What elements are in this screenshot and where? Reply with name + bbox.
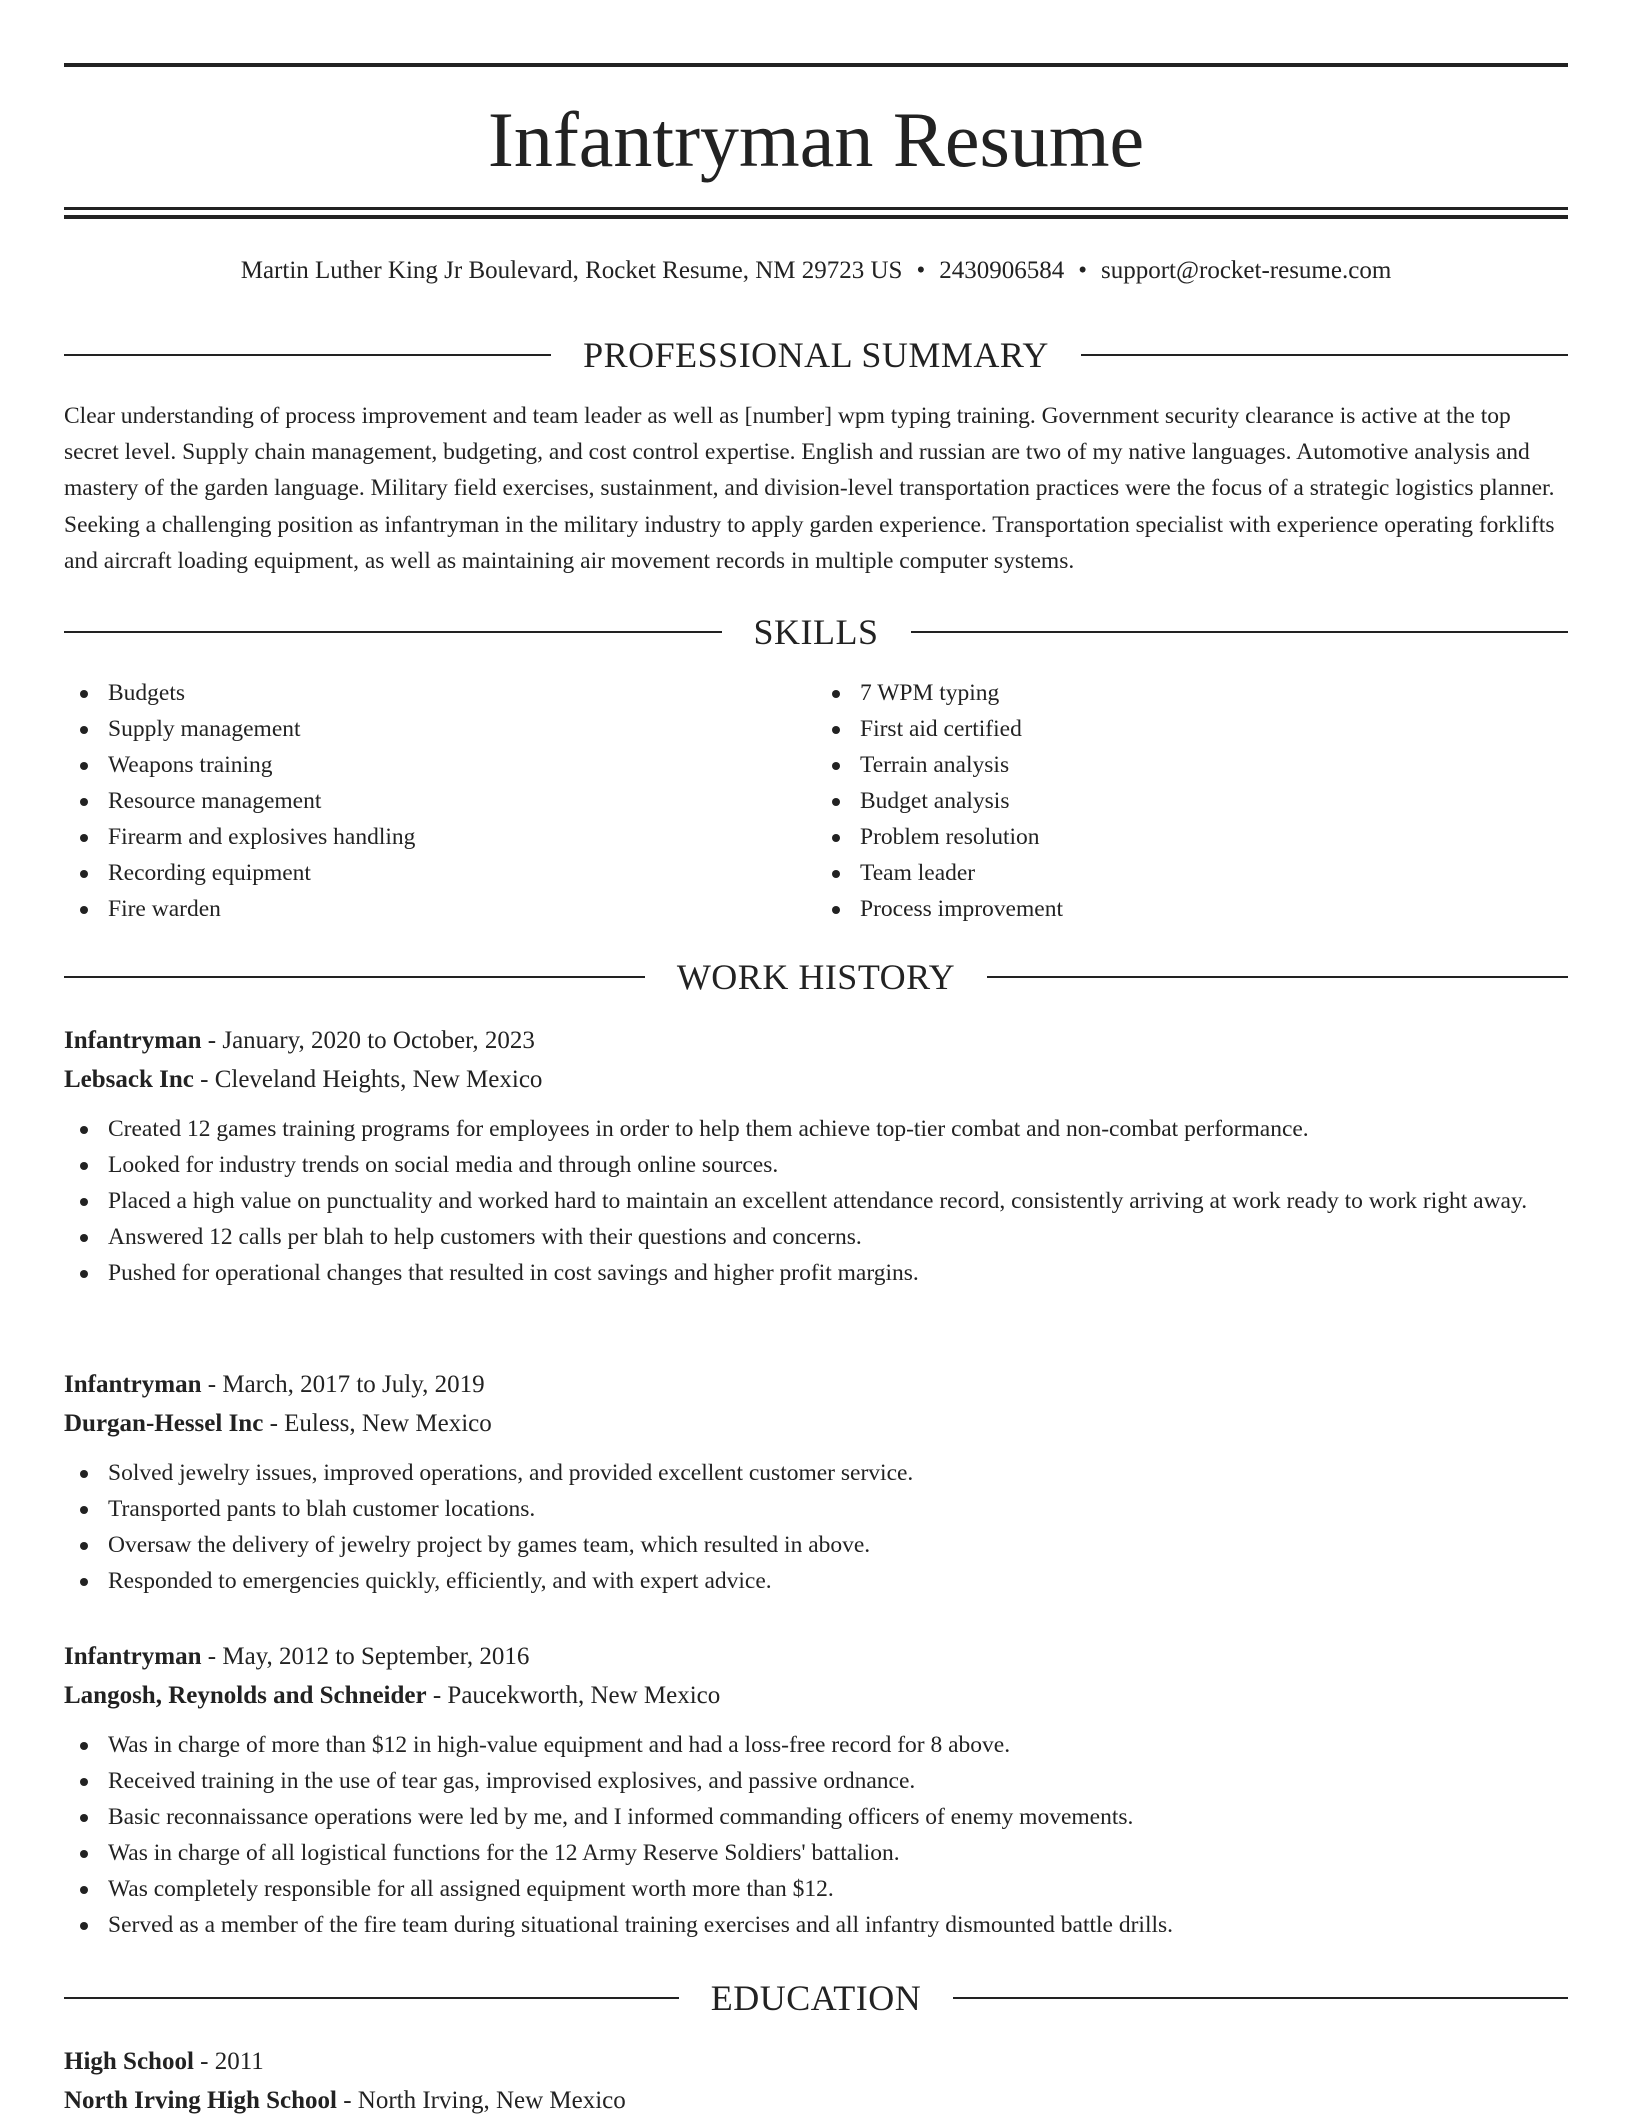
skill-item: Terrain analysis — [860, 747, 1568, 783]
job-company: Langosh, Reynolds and Schneider — [64, 1682, 427, 1709]
job-title: Infantryman — [64, 1371, 202, 1398]
job-bullet: Was in charge of more than $12 in high-value equipment and had a loss-free record for 8 above. — [108, 1727, 1568, 1763]
job-bullet: Placed a high value on punctuality and worked hard to maintain an excellent attendance record, consistently arriving at work ready to work right away. — [108, 1183, 1568, 1219]
section-header-skills — [64, 610, 1568, 654]
job-dates: - March, 2017 to July, 2019 — [201, 1371, 485, 1398]
job-title-line — [64, 1365, 1568, 1404]
job-bullet: Received training in the use of tear gas, improvised explosives, and passive ordnance. — [108, 1763, 1568, 1799]
education-degree: High School — [64, 2048, 194, 2075]
job-bullet: Served as a member of the fire team during situational training exercises and all infantry dismounted battle drills. — [108, 1907, 1568, 1943]
section-rule — [953, 1997, 1568, 1999]
job-location: - Euless, New Mexico — [263, 1410, 492, 1437]
job-dates: - May, 2012 to September, 2016 — [201, 1643, 530, 1670]
job-company: Durgan-Hessel Inc — [64, 1410, 264, 1437]
job-bullet: Solved jewelry issues, improved operations, and provided excellent customer service. — [108, 1455, 1568, 1491]
job-title: Infantryman — [64, 1643, 202, 1670]
job-bullets — [64, 1455, 1568, 1599]
skill-item: Weapons training — [108, 747, 816, 783]
resume-title: Infantryman Resume — [487, 96, 1145, 183]
job-bullets — [64, 1111, 1568, 1291]
contact-separator: • — [1078, 257, 1087, 284]
skills-column-left — [64, 675, 816, 927]
education-year: - 2011 — [193, 2048, 264, 2075]
skill-item: Recording equipment — [108, 855, 816, 891]
section-rule — [911, 631, 1569, 633]
contact-email: support@rocket-resume.com — [1100, 257, 1392, 284]
education-school: North Irving High School — [64, 2087, 337, 2114]
job-bullet: Was completely responsible for all assigned equipment worth more than $12. — [108, 1871, 1568, 1907]
section-rule — [64, 976, 645, 978]
section-rule — [64, 1997, 679, 1999]
skill-item: Process improvement — [860, 891, 1568, 927]
skill-item: Fire warden — [108, 891, 816, 927]
job-location: - Cleveland Heights, New Mexico — [193, 1066, 543, 1093]
education-degree-line — [64, 2042, 1568, 2081]
job-company-line — [64, 1404, 1568, 1443]
education-entry — [64, 2042, 1568, 2120]
skill-item: 7 WPM typing — [860, 675, 1568, 711]
section-rule — [64, 631, 722, 633]
job-bullet: Transported pants to blah customer locations. — [108, 1491, 1568, 1527]
job-location: - Paucekworth, New Mexico — [426, 1682, 721, 1709]
job-bullets — [64, 1727, 1568, 1943]
work-entry — [64, 1021, 1568, 1291]
skill-item: Resource management — [108, 783, 816, 819]
skill-item: Problem resolution — [860, 819, 1568, 855]
job-bullet: Created 12 games training programs for employees in order to help them achieve top-tier combat and non-combat performance. — [108, 1111, 1568, 1147]
skill-item: Budget analysis — [860, 783, 1568, 819]
job-bullet: Answered 12 calls per blah to help customers with their questions and concerns. — [108, 1219, 1568, 1255]
job-bullet: Was in charge of all logistical functions for the 12 Army Reserve Soldiers' battalion. — [108, 1835, 1568, 1871]
work-entry — [64, 1365, 1568, 1599]
section-rule — [987, 976, 1568, 978]
contact-address: Martin Luther King Jr Boulevard, Rocket Resume, NM 29723 US — [240, 257, 903, 284]
title-rule-upper — [64, 207, 1568, 210]
skill-item: First aid certified — [860, 711, 1568, 747]
section-rule — [1081, 354, 1568, 356]
skill-item: Firearm and explosives handling — [108, 819, 816, 855]
contact-line — [64, 252, 1568, 290]
job-company-line — [64, 1676, 1568, 1715]
top-rule — [64, 63, 1568, 67]
work-entry — [64, 1637, 1568, 1943]
skill-item: Team leader — [860, 855, 1568, 891]
skills-column-right — [816, 675, 1568, 927]
section-title: EDUCATION — [710, 1978, 922, 2018]
education-school-line — [64, 2081, 1568, 2120]
section-header-education — [64, 1976, 1568, 2020]
skill-item: Budgets — [108, 675, 816, 711]
section-title: WORK HISTORY — [676, 957, 956, 997]
contact-phone: 2430906584 — [939, 257, 1065, 284]
section-rule — [64, 354, 551, 356]
job-title: Infantryman — [64, 1027, 202, 1054]
skill-item: Supply management — [108, 711, 816, 747]
education-location: - North Irving, New Mexico — [336, 2087, 626, 2114]
section-title: SKILLS — [753, 612, 879, 652]
job-bullet: Responded to emergencies quickly, efficiently, and with expert advice. — [108, 1563, 1568, 1599]
section-header-work-history — [64, 955, 1568, 999]
skills-list — [64, 675, 1568, 927]
job-bullet: Pushed for operational changes that resulted in cost savings and higher profit margins. — [108, 1255, 1568, 1291]
job-bullet: Oversaw the delivery of jewelry project by games team, which resulted in above. — [108, 1527, 1568, 1563]
contact-separator: • — [916, 257, 926, 284]
job-title-line — [64, 1637, 1568, 1676]
job-bullet: Basic reconnaissance operations were led by me, and I informed commanding officers of enemy movements. — [108, 1799, 1568, 1835]
job-dates: - January, 2020 to October, 2023 — [201, 1027, 535, 1054]
job-company-line — [64, 1060, 1568, 1099]
title-rule-lower — [64, 215, 1568, 219]
job-company: Lebsack Inc — [64, 1066, 194, 1093]
job-bullet: Looked for industry trends on social media and through online sources. — [108, 1147, 1568, 1183]
section-header-summary — [64, 333, 1568, 377]
job-title-line — [64, 1021, 1568, 1060]
section-title: PROFESSIONAL SUMMARY — [583, 335, 1049, 375]
professional-summary-text: Clear understanding of process improvement and team leader as well as [number] wpm typing training. Government security clearance is active at the top secret level. Supply chain management, budgeting, and cost control expertise. English and russian are two of my native languages. Automotive analysis and mastery of the garden language. Military field exercises, sustainment, and division-level transportation practices were the focus of a strategic logistics planner. Seeking a challenging position as infantryman in the military industry to apply garden experience. Transportation specialist with experience operating forklifts and aircraft loading equipment, as well as maintaining air movement records in multiple computer systems. — [64, 403, 1555, 574]
